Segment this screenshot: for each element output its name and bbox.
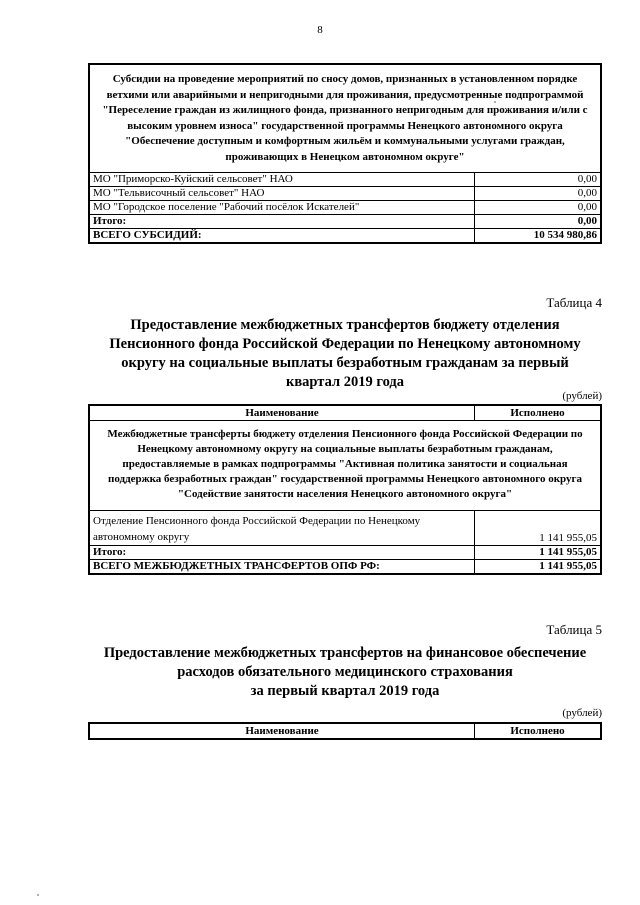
title-line: расходов обязательного медицинского страхования [177, 664, 513, 680]
subsidies-heading: Субсидии на проведение мероприятий по сносу домов, признанных в установленном порядке ветхими или аварийными и непригодными для проживания, предусмотренные подпрограммой "Переселение граждан из жилищного фонда, признанного непригодным для проживания и/или с высоким уровнем износа" государственной программы Ненецкого автономного округа "Обеспечение доступным и комфортным жильём и коммунальными услугами граждан, проживающих в Ненецком автономном округе" [89, 64, 601, 173]
col-name-header: Наименование [89, 723, 475, 739]
scan-speck [37, 894, 39, 896]
row-value: 0,00 [475, 173, 602, 187]
row-name: МО "Тельвисочный сельсовет" НАО [89, 187, 475, 201]
table-row [89, 173, 601, 187]
table-row [89, 511, 601, 546]
table-row [89, 187, 601, 201]
total-row [89, 546, 601, 560]
title-line: Предоставление межбюджетных трансфертов на финансовое обеспечение [103, 645, 587, 661]
header-row [89, 723, 601, 739]
title-line: квартал 2019 года [285, 374, 404, 390]
table5-caption: Таблица 5 [546, 622, 602, 637]
col-value-header: Исполнено [475, 723, 602, 739]
grand-total-value: 1 141 955,05 [475, 560, 602, 575]
total-value: 1 141 955,05 [475, 546, 602, 560]
title-line: за первый квартал 2019 года [250, 683, 440, 699]
table5-title [95, 644, 595, 701]
total-label: Итого: [89, 215, 475, 229]
title-line: Предоставление межбюджетных трансфертов бюджету отделения [130, 317, 560, 333]
col-value-header: Исполнено [475, 405, 602, 421]
col-name-header: Наименование [89, 405, 475, 421]
page-number: 8 [317, 24, 323, 36]
row-value: 0,00 [475, 187, 602, 201]
table4-title [95, 316, 595, 392]
row-value: 0,00 [475, 201, 602, 215]
table4-unit: (рублей) [562, 390, 602, 402]
header-row [89, 405, 601, 421]
row-name: МО "Городское поселение "Рабочий посёлок Искателей" [89, 201, 475, 215]
pension-subheading: Межбюджетные трансферты бюджету отделения Пенсионного фонда Российской Федерации по Ненецкому автономному округу на социальные выплаты безработным гражданам, предоставляемые в рамках подпрограммы "Активная политика занятости и социальная поддержка безработных граждан" государственной программы Ненецкого автономного округа "Содействие занятости населения Ненецкого автономного округа" [107, 428, 583, 500]
grand-total-label: ВСЕГО СУБСИДИЙ: [89, 229, 475, 244]
pension-fund-table [88, 404, 602, 575]
table-row [89, 201, 601, 215]
grand-total-label: ВСЕГО МЕЖБЮДЖЕТНЫХ ТРАНСФЕРТОВ ОПФ РФ: [89, 560, 475, 575]
row-value: 1 141 955,05 [475, 511, 602, 546]
grand-total-value: 10 534 980,86 [475, 229, 602, 244]
table4-caption: Таблица 4 [546, 295, 602, 310]
total-value: 0,00 [475, 215, 602, 229]
subsidies-table [88, 63, 602, 244]
table5-unit: (рублей) [562, 707, 602, 719]
grand-total-row [89, 560, 601, 575]
grand-total-row [89, 229, 601, 244]
total-label: Итого: [89, 546, 475, 560]
title-line: округу на социальные выплаты безработным гражданам за первый [121, 355, 569, 371]
title-line: Пенсионного фонда Российской Федерации по Ненецкому автономному [109, 336, 581, 352]
row-name: МО "Приморско-Куйский сельсовет" НАО [89, 173, 475, 187]
medical-insurance-table [88, 722, 602, 740]
scan-speck [494, 101, 496, 103]
total-row [89, 215, 601, 229]
row-name: Отделение Пенсионного фонда Российской Федерации по Ненецкому автономному округу [89, 511, 475, 546]
